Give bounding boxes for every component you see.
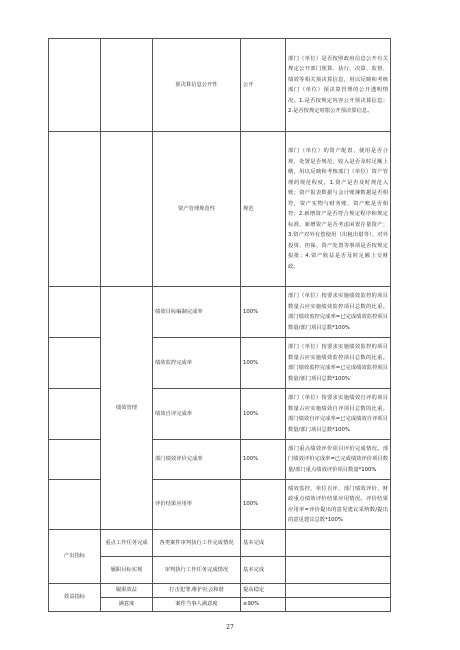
standard-cell: 规范 [241, 132, 286, 287]
table-row [49, 132, 391, 287]
indicator-table [48, 38, 391, 612]
indicator-cell: 审判执行工作任务完成情况 [153, 557, 241, 584]
description-cell [286, 530, 391, 557]
table-row [49, 389, 391, 440]
group-cell [49, 132, 101, 287]
standard-cell: 100% [241, 287, 286, 338]
indicator-cell: 资产管理规范性 [153, 132, 241, 287]
table-row [49, 39, 391, 132]
table-row [49, 584, 391, 598]
indicator-cell: 各类案件审判执行工作完成情况 [153, 530, 241, 557]
standard-cell: 100% [241, 480, 286, 530]
group-cell [49, 480, 101, 530]
perf-group-cell: 绩效管理 [101, 287, 153, 530]
description-cell: 部门（单位）按要求实施绩效自评的项目数量占应实施绩效自评项目总数的比重。部门绩效自评完成率=已完成绩效自评项目数量/部门项目总数*100% [286, 389, 391, 440]
table-row [49, 480, 391, 530]
indicator-cell: 预决算信息公开性 [153, 39, 241, 132]
indicator-cell: 绩效监控完成率 [153, 338, 241, 389]
subgroup-cell [101, 132, 153, 287]
group-cell [49, 440, 101, 480]
table-row [49, 338, 391, 389]
description-cell: 部门（单位）是否按照政府信息公开有关规定公开部门预算、执行、决算、监督、绩效等相关预决算信息，用以反映和考核部门（单位）预决算管理的公开透明情况。1.是否按规定内容公开预决算信息；2.是否按规定时限公开预决算信息。 [286, 39, 391, 132]
group-cell [49, 287, 101, 338]
table-row [49, 287, 391, 338]
indicator-cell: 打击犯罪,维护社会和谐 [153, 584, 241, 598]
standard-cell: 100% [241, 338, 286, 389]
table-row [49, 440, 391, 480]
indicator-cell: 评价结果应用率 [153, 480, 241, 530]
subgroup-cell: 履职效益 [101, 584, 153, 598]
table-row [49, 530, 391, 557]
standard-cell: 提高稳定 [241, 584, 286, 598]
description-cell: 部门（单位）按要求实施绩效监控的项目数量占应实施绩效监控项目总数的比重。部门绩效监控完成率=已完成绩效监控项目数量/部门项目总数*100% [286, 287, 391, 338]
group-cell [49, 39, 101, 132]
description-cell: 绩效监控、单位自评、部门绩效评价、财政重点绩效评价结果应用情况。评价结果应用率=评价提出的意见建议采纳数/提出的意见建议总数*100% [286, 480, 391, 530]
benefit-group-cell: 效益指标 [49, 584, 101, 612]
description-cell: 部门（单位）按要求实施绩效监控的项目数量占应实施绩效监控项目总数的比重。部门绩效监控完成率=已完成绩效监控项目数量/部门项目总数*100% [286, 338, 391, 389]
output-group-cell: 产出指标 [49, 530, 101, 584]
standard-cell: 100% [241, 440, 286, 480]
description-cell [286, 557, 391, 584]
table-row [49, 557, 391, 584]
group-cell [49, 338, 101, 389]
standard-cell: 基本完成 [241, 557, 286, 584]
page-number: 27 [226, 624, 234, 631]
description-cell: 部门（单位）的资产配置、使用是否合规，处置是否规范，收入是否及时足额上缴，用以反映和考核部门（单位）资产管理的规范程度。1.资产是否及时规范入账；资产报表数据与会计账簿数据是否相符，资产实物与财务账、资产账是否相符；2.新增资产是否符合规定程序和规定标准，新增资产是否考虑闲置存量资产；3.资产对外有偿使用（出租出借等）、对外投资、担保、资产处置等事项是否按规定报批；4.资产收益是否及时足额上交财政。 [286, 132, 391, 287]
indicator-cell: 绩效目标编制完成率 [153, 287, 241, 338]
description-cell [286, 584, 391, 598]
indicator-cell: 绩效自评完成率 [153, 389, 241, 440]
group-cell [49, 389, 101, 440]
standard-cell: 100% [241, 389, 286, 440]
standard-cell: ≥90% [241, 598, 286, 612]
standard-cell: 基本完成 [241, 530, 286, 557]
subgroup-cell [101, 39, 153, 132]
subgroup-cell: 满意度 [101, 598, 153, 612]
description-cell: 部门重点绩效评价项目评价完成情况。部门绩效评价完成率=已完成绩效评价项目数量/部门重点绩效评价项目数量*100% [286, 440, 391, 480]
table-row [49, 598, 391, 612]
indicator-cell: 部门绩效评价完成率 [153, 440, 241, 480]
subgroup-cell: 重点工作任务完成 [101, 530, 153, 557]
standard-cell: 公开 [241, 39, 286, 132]
subgroup-cell: 履职目标实现 [101, 557, 153, 584]
description-cell [286, 598, 391, 612]
indicator-cell: 案件当事人满意度 [153, 598, 241, 612]
